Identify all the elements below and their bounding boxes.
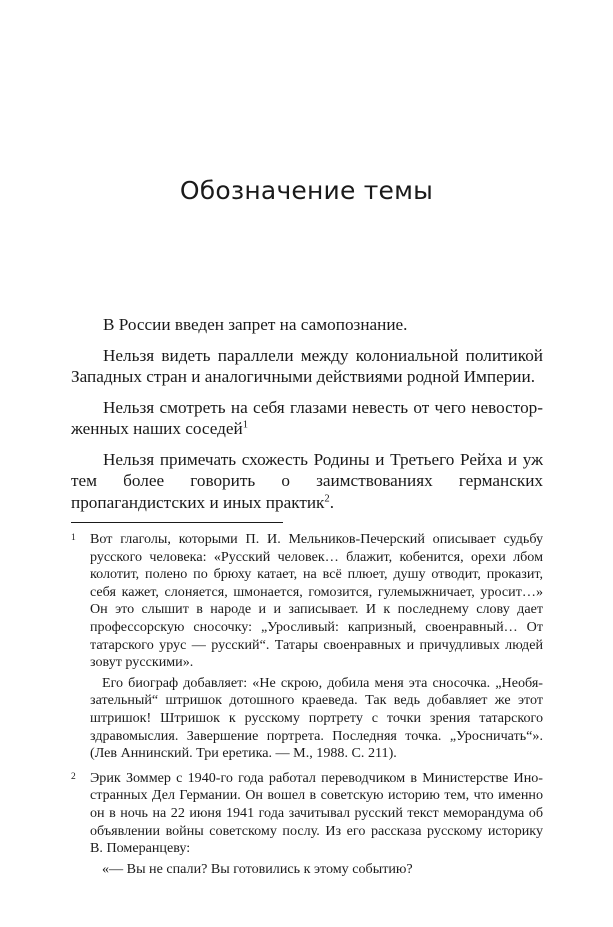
footnote-2-para-1: Эрик Зоммер с 1940-го года работал переводчиком в Министерстве Иностранных Дел Германии. Он вошел в советскую историю тем, что именно он в ночь на 22 июня 1941 года зачитывал русский текст меморандума об объявлении войны советскому послу. Из его рассказа русскому историку В. Померанцеву: xyxy=(90,769,543,857)
body-text xyxy=(71,314,543,522)
chapter-title: Обозначение темы xyxy=(179,176,434,205)
footnotes xyxy=(71,531,543,885)
paragraph-2-text: Нельзя видеть параллели между колониальной политикой Западных стран и аналогичными действиями родной Империи. xyxy=(71,345,543,386)
paragraph-4-text: Нельзя примечать схожесть Родины и Третьего Рейха и уж тем более говорить о заимствованиях германских пропагандистских и иных практик xyxy=(71,449,543,512)
footnote-separator xyxy=(71,522,283,523)
footnote-2-para-2: «— Вы не спали? Вы готовились к этому событию? xyxy=(102,860,413,877)
paragraph-1 xyxy=(71,314,543,336)
footnote-1-para-1: Вот глаголы, которыми П. И. Мельников-Печерский описывает судьбу русского человека: «Русский человек… блажит, кобенится, орехи лбом колотит, полено по брюху катает, на всё плюет, душу отводит, проказит, себя кажет, слоняется, шмонается, гомозится, гулемыжничает, уросит…» Он это слышит в народе и и записывает. И к последнему слову дает профессорскую сносочку: „Уросливый: капризный, своенравный… От татарского урус — русский“. Татары своенравных и причудливых людей зовут русскими». xyxy=(90,531,543,671)
footnote-1-para-2: Его биограф добавляет: «Не скрою, добила меня эта сносочка. „Необязательный“ штришок дотошного краеведа. Так ведь добавляет же этот штришок! Штришок к русскому портрету с точки зрения татарского здравомыслия. Завершение портрета. Последняя точка. „Уросничать“». (Лев Аннинский. Три еретика. — М., 1988. С. 211). xyxy=(90,674,543,762)
footnote-2-body xyxy=(90,770,543,882)
footnote-1-mark: 1 xyxy=(71,533,76,543)
paragraph-4 xyxy=(71,449,543,514)
paragraph-4-end: . xyxy=(329,492,335,512)
footnote-2-mark: 2 xyxy=(71,771,76,782)
footnote-1 xyxy=(71,531,543,766)
paragraph-3-text: Нельзя смотреть на себя глазами невесть от чего невосторженных наших соседей xyxy=(71,397,543,438)
paragraph-3 xyxy=(71,397,543,440)
footnote-ref-1[interactable]: 1 xyxy=(242,419,249,431)
footnote-ref-2[interactable]: 2 xyxy=(324,492,330,504)
paragraph-1-text: В России введен запрет на самопознание. xyxy=(103,315,408,334)
footnote-2 xyxy=(71,770,543,882)
paragraph-2 xyxy=(71,345,543,388)
footnote-1-body xyxy=(90,531,543,766)
